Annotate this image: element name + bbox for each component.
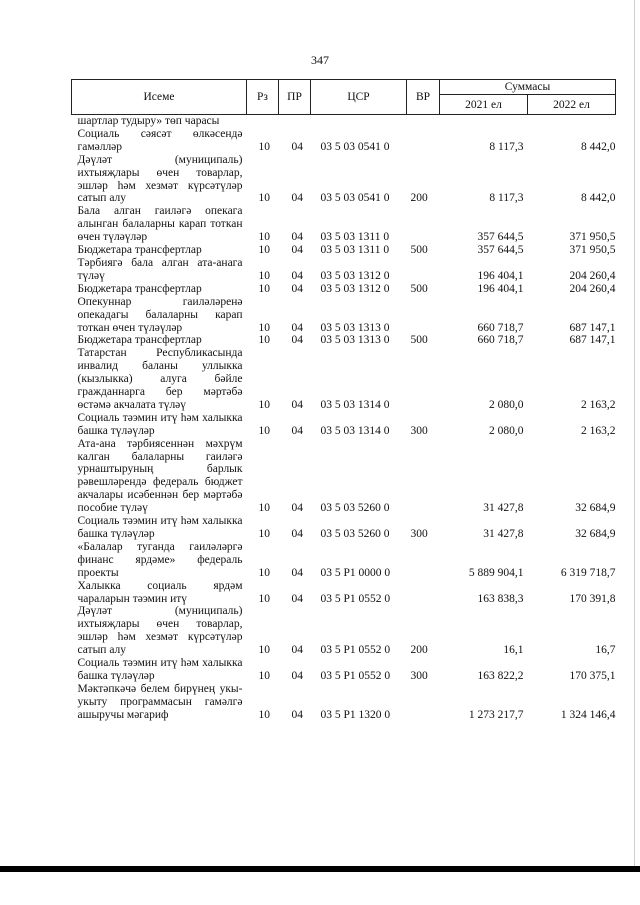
cell-sum-2022: 8 442,0	[581, 140, 616, 153]
header-year-2021: 2021 ел	[440, 95, 528, 115]
cell-sum-2021: 2 080,0	[489, 424, 524, 437]
cell-pr: 04	[291, 334, 303, 347]
cell-pr: 04	[291, 708, 303, 721]
cell-name: Социаль тәэмин итү һәм халыкка башка түләүләр	[77, 657, 243, 682]
table-body	[72, 115, 616, 722]
cell-rz: 10	[258, 528, 270, 540]
cell-csr: 03 5 03 1313 0	[320, 321, 390, 334]
cell-rz: 10	[258, 269, 270, 282]
table-row	[72, 257, 616, 283]
cell-pr: 04	[291, 244, 303, 257]
cell-name: Социаль сәясәт өлкәсендә гамәлләр	[77, 127, 243, 153]
cell-name: Бюджетара трансфертлар	[77, 334, 202, 347]
cell-csr: 03 5 03 1312 0	[320, 269, 390, 282]
budget-table-wrapper	[71, 79, 615, 722]
cell-sum-2021: 357 644,5	[477, 231, 524, 244]
table-row	[72, 683, 616, 722]
table-row	[72, 115, 616, 128]
cell-rz	[247, 115, 279, 128]
cell-rz: 10	[258, 644, 270, 657]
cell-csr: 03 5 P1 0552 0	[320, 669, 391, 682]
cell-rz: 10	[258, 334, 270, 347]
cell-csr: 03 5 03 1314 0	[320, 424, 390, 437]
cell-vr	[407, 115, 440, 128]
cell-vr: 200	[410, 644, 428, 657]
cell-sum-2022: 371 950,5	[569, 231, 616, 244]
cell-pr: 04	[291, 398, 303, 411]
cell-csr: 03 5 P1 1320 0	[320, 708, 391, 721]
cell-csr: 03 5 03 5260 0	[320, 528, 390, 540]
table-row	[72, 657, 616, 683]
table-row	[72, 205, 616, 244]
header-name: Исеме	[72, 80, 247, 115]
cell-vr	[407, 580, 440, 606]
cell-name: Дәүләт (муниципаль) ихтыяҗлары өчен товарлар, эшләр һәм хезмәт күрсәтүләр сатып алу	[77, 153, 243, 205]
cell-sum-2022: 371 950,5	[569, 244, 616, 257]
cell-name: «Балалар туганда гаиләләргә финанс ярдәме» федераль проекты	[77, 540, 243, 579]
cell-rz: 10	[258, 424, 270, 437]
table-row	[72, 334, 616, 347]
page-number: 347	[311, 53, 329, 67]
cell-sum-2021: 2 080,0	[489, 398, 524, 411]
cell-csr: 03 5 03 1311 0	[320, 231, 390, 244]
cell-sum-2021: 5 889 904,1	[468, 566, 524, 579]
cell-pr: 04	[291, 424, 303, 437]
cell-sum-2022: 32 684,9	[575, 502, 616, 515]
cell-vr	[407, 347, 440, 412]
cell-sum-2021: 8 117,3	[489, 140, 524, 153]
cell-name: Ата-ана тәрбиясеннән мәхрүм калган балаларны гаиләгә урнаштыруның барлык рәвешләрендә федераль бюджет акчалары исәбеннән бер мәртәбә пособие түләү	[77, 437, 243, 515]
cell-csr: 03 5 03 1314 0	[320, 398, 390, 411]
cell-pr: 04	[291, 669, 303, 682]
header-csr: ЦСР	[311, 80, 407, 115]
cell-sum-2022: 2 163,2	[581, 398, 616, 411]
cell-vr	[407, 438, 440, 515]
cell-name: Дәүләт (муниципаль) ихтыяҗлары өчен товарлар, эшләр һәм хезмәт күрсәтүләр сатып алу	[77, 605, 243, 657]
cell-rz: 10	[258, 231, 270, 244]
cell-vr: 500	[410, 334, 428, 347]
cell-sum-2021: 163 838,3	[477, 592, 524, 605]
cell-vr: 500	[410, 244, 428, 257]
cell-sum-2021: 31 427,8	[483, 502, 524, 515]
cell-pr: 04	[291, 528, 303, 540]
table-row	[72, 438, 616, 515]
cell-csr: 03 5 P1 0552 0	[320, 644, 391, 657]
cell-rz: 10	[258, 192, 270, 205]
cell-csr: 03 5 03 0541 0	[320, 192, 390, 205]
table-row	[72, 605, 616, 657]
cell-name: Опекуннар гаиләләренә опекадагы балаларны карап тоткан өчен түләүләр	[77, 295, 243, 334]
cell-pr: 04	[291, 282, 303, 295]
cell-sum-2022: 170 375,1	[569, 669, 616, 682]
cell-vr: 300	[410, 424, 428, 437]
cell-csr: 03 5 03 1313 0	[320, 334, 390, 347]
cell-pr: 04	[291, 140, 303, 153]
cell-csr	[311, 115, 407, 128]
header-year-2022: 2022 ел	[528, 95, 616, 115]
cell-sum-2022: 170 391,8	[569, 592, 616, 605]
cell-sum-2021: 660 718,7	[477, 334, 524, 347]
cell-sum-2021	[440, 115, 528, 128]
cell-vr: 300	[410, 669, 428, 682]
cell-name: Мәктәпкәчә белем бирүнең укы-укыту программасын гамәлгә ашыручы мәгариф	[77, 682, 243, 721]
cell-vr	[407, 128, 440, 154]
cell-sum-2021: 660 718,7	[477, 321, 524, 334]
cell-vr: 200	[410, 192, 428, 205]
table-row	[72, 154, 616, 206]
table-row	[72, 580, 616, 606]
cell-name: Тәрбиягә бала алган ата-анага түләү	[77, 256, 243, 282]
cell-rz: 10	[258, 669, 270, 682]
cell-sum-2021: 1 273 217,7	[468, 708, 524, 721]
cell-pr: 04	[291, 566, 303, 579]
cell-sum-2021: 163 822,2	[477, 669, 524, 682]
cell-sum-2022: 204 260,4	[569, 282, 616, 295]
header-pr: ПР	[279, 80, 311, 115]
cell-pr: 04	[291, 231, 303, 244]
cell-rz: 10	[258, 244, 270, 257]
header-vr: ВР	[407, 80, 440, 115]
header-rz: Рз	[247, 80, 279, 115]
cell-pr: 04	[291, 644, 303, 657]
cell-vr: 300	[410, 528, 428, 540]
cell-sum-2021: 357 644,5	[477, 244, 524, 257]
cell-name: Бюджетара трансфертлар	[77, 282, 202, 295]
cell-vr	[407, 257, 440, 283]
table-row	[72, 515, 616, 541]
cell-sum-2022: 8 442,0	[581, 192, 616, 205]
table-header	[72, 80, 616, 115]
cell-csr: 03 5 P1 0000 0	[320, 566, 391, 579]
cell-name: Социаль тәэмин итү һәм халыкка башка түләүләр	[77, 411, 243, 437]
table-row	[72, 296, 616, 335]
cell-pr: 04	[291, 502, 303, 515]
cell-name: Татарстан Республикасында инвалид баланы уллыкка (кызлыкка) алуга бәйле гражданнарга бер мәртәбә өстәмә акчалата түләү	[77, 347, 243, 411]
cell-rz: 10	[258, 592, 270, 605]
cell-sum-2022: 204 260,4	[569, 269, 616, 282]
cell-pr: 04	[291, 192, 303, 205]
cell-sum-2022: 2 163,2	[581, 424, 616, 437]
cell-sum-2021: 16,1	[503, 644, 524, 657]
cell-rz: 10	[258, 502, 270, 515]
cell-name: Бала алган гаиләгә опекага алынган балаларны карап тоткан өчен түләүләр	[77, 205, 243, 244]
table-row	[72, 128, 616, 154]
cell-vr: 500	[410, 282, 428, 295]
cell-rz: 10	[258, 708, 270, 721]
cell-vr	[407, 541, 440, 580]
cell-sum-2022: 1 324 146,4	[560, 708, 616, 721]
scan-bottom-border	[0, 866, 640, 872]
cell-rz: 10	[258, 140, 270, 153]
cell-name: шартлар тудыру» төп чарасы	[77, 115, 220, 127]
cell-pr: 04	[291, 321, 303, 334]
table-row	[72, 283, 616, 296]
scan-edge-line	[634, 0, 635, 866]
cell-pr: 04	[291, 592, 303, 605]
cell-rz: 10	[258, 282, 270, 295]
cell-sum-2022	[528, 115, 616, 128]
cell-name: Социаль тәэмин итү һәм халыкка башка түләүләр	[77, 515, 243, 540]
cell-name: Халыкка социаль ярдәм чараларын тәэмин итү	[77, 579, 243, 605]
cell-sum-2021: 31 427,8	[483, 528, 524, 540]
budget-table	[71, 79, 616, 722]
cell-name: Бюджетара трансфертлар	[77, 244, 202, 257]
cell-sum-2022: 6 319 718,7	[560, 566, 616, 579]
cell-pr	[279, 115, 311, 128]
cell-vr	[407, 205, 440, 244]
cell-sum-2021: 196 404,1	[477, 282, 524, 295]
cell-rz: 10	[258, 566, 270, 579]
header-sums: Суммасы	[440, 80, 616, 95]
cell-sum-2021: 8 117,3	[489, 192, 524, 205]
cell-vr	[407, 296, 440, 335]
table-row	[72, 347, 616, 412]
cell-vr	[407, 683, 440, 722]
cell-csr: 03 5 03 1312 0	[320, 282, 390, 295]
cell-sum-2022: 16,7	[595, 644, 616, 657]
cell-csr: 03 5 03 5260 0	[320, 502, 390, 515]
cell-csr: 03 5 03 1311 0	[320, 244, 390, 257]
cell-pr: 04	[291, 269, 303, 282]
cell-sum-2022: 687 147,1	[569, 334, 616, 347]
cell-sum-2022: 687 147,1	[569, 321, 616, 334]
cell-rz: 10	[258, 321, 270, 334]
cell-csr: 03 5 P1 0552 0	[320, 592, 391, 605]
table-row	[72, 541, 616, 580]
cell-sum-2021: 196 404,1	[477, 269, 524, 282]
table-row	[72, 412, 616, 438]
table-row	[72, 244, 616, 257]
cell-rz: 10	[258, 398, 270, 411]
cell-csr: 03 5 03 0541 0	[320, 140, 390, 153]
cell-sum-2022: 32 684,9	[575, 528, 616, 540]
